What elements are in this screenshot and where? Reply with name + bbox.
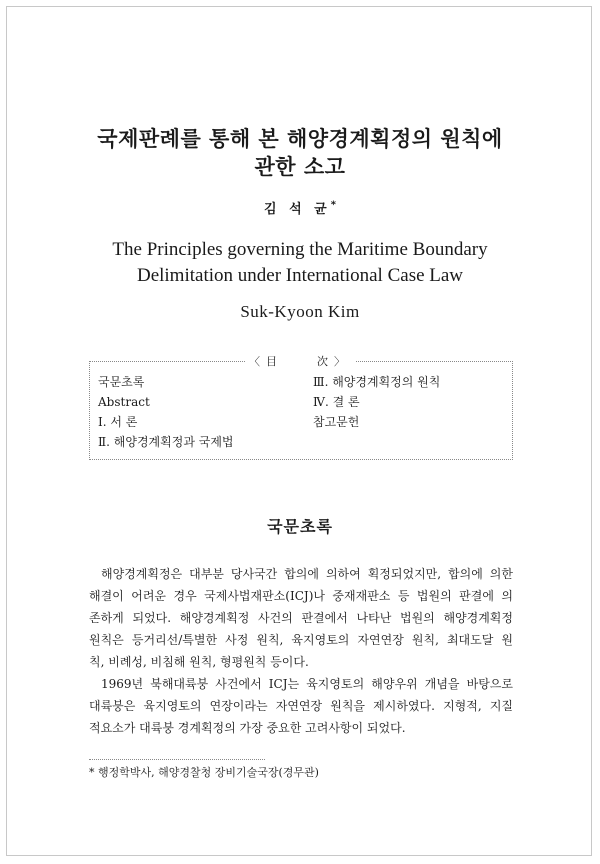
toc-heading [0, 353, 600, 369]
abstract-line: 해결이 어려운 경우 국제사법재판소(ICJ)나 중재재판소 등 법원의 판결에 의 [89, 589, 513, 603]
toc-item: 참고문헌 [313, 415, 360, 429]
paper-title-line-2: 관한 소고 [254, 155, 346, 179]
paper-title-line-1: 국제판례를 통해 본 해양경계획정의 원칙에 [97, 127, 503, 151]
author-footnote-mark: * [330, 199, 336, 211]
footnote-separator [89, 759, 265, 760]
toc-item: Ⅰ. 서 론 [98, 415, 138, 429]
abstract-paragraph-2 [89, 673, 513, 739]
author-name-text: 김 석 균 [264, 202, 331, 217]
author-footnote: * 행정학박사, 해양경찰청 장비기술국장(경무관) [89, 766, 319, 779]
abstract-line: 칙, 비례성, 비침해 원칙, 형평원칙 등이다. [89, 655, 309, 669]
toc-item: Ⅳ. 결 론 [313, 395, 360, 409]
abstract-line: 적요소가 대륙붕 경계획정의 가장 중요한 고려사항이 되었다. [89, 721, 406, 735]
author-name [0, 198, 600, 217]
abstract-line: 1969년 북해대륙붕 사건에서 ICJ는 육지영토의 해양우위 개념을 바탕으로 [101, 677, 513, 691]
abstract-paragraph-1 [89, 563, 513, 673]
abstract-line: 대륙붕은 육지영토의 연장이라는 자연연장 원칙을 제시하였다. 지형적, 지질 [89, 699, 513, 713]
toc-right-column [313, 372, 440, 432]
abstract-line: 해양경계획정은 대부분 당사국간 합의에 의하여 획정되었지만, 합의에 의한 [101, 567, 513, 581]
abstract-line: 원칙은 등거리선/특별한 사정 원칙, 육지영토의 자연연장 원칙, 최대도달 원 [89, 633, 513, 647]
english-author-name: Suk-Kyoon Kim [240, 302, 360, 321]
toc-heading-text: 〈目 次〉 [245, 355, 355, 368]
toc-item: Ⅲ. 해양경계획정의 원칙 [313, 375, 441, 389]
abstract-line: 존하게 되었다. 해양경계획정 사건의 판결에서 나타난 법원의 해양경계획정 [89, 611, 513, 625]
toc-left-column [98, 372, 234, 452]
english-title-line-2: Delimitation under International Case Law [136, 265, 464, 286]
toc-item: Ⅱ. 해양경계획정과 국제법 [98, 435, 234, 449]
toc-item: 국문초록 [98, 375, 145, 389]
toc-item: Abstract [98, 395, 150, 409]
english-title-line-1: The Principles governing the Maritime Boundary [112, 239, 488, 260]
abstract-heading: 국문초록 [267, 517, 333, 536]
